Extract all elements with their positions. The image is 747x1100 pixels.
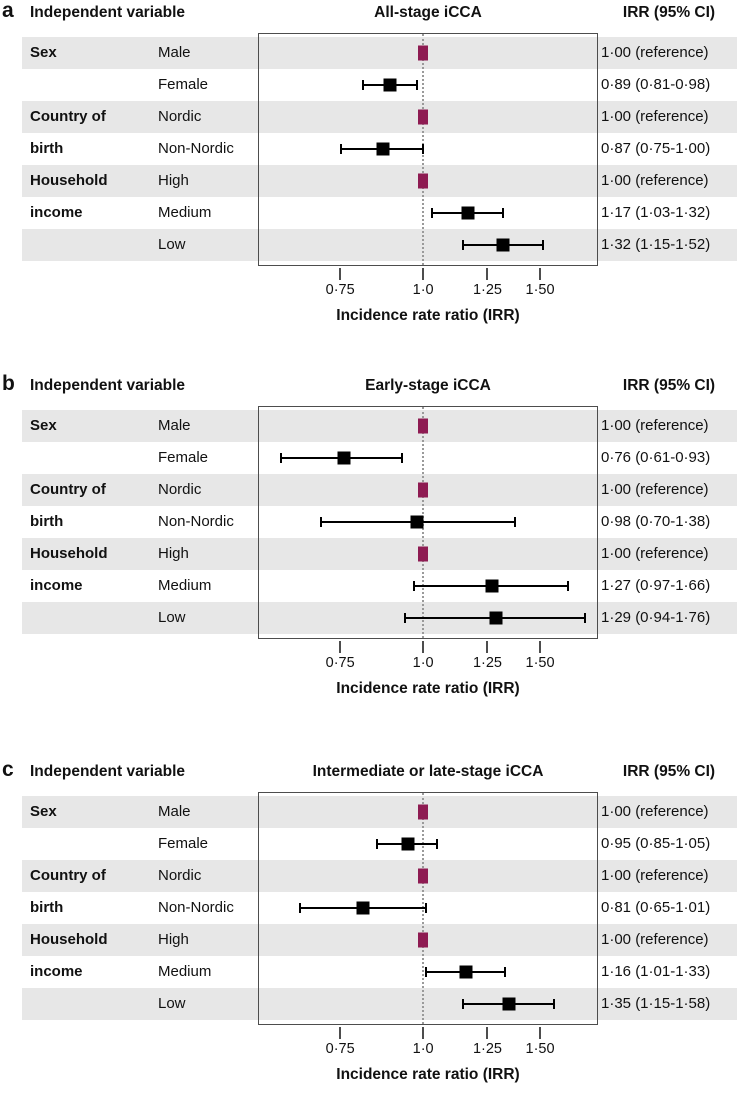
level-label: Non-Nordic	[158, 513, 234, 530]
reference-marker	[418, 804, 428, 819]
irr-value: 1·00 (reference)	[601, 108, 709, 125]
level-label: Non-Nordic	[158, 899, 234, 916]
forest-panel-b	[0, 372, 747, 706]
axis-tick	[422, 268, 424, 280]
ci-cap-left	[376, 839, 378, 849]
axis-tick	[339, 268, 341, 280]
irr-value: 1·00 (reference)	[601, 481, 709, 498]
group-label: Sex	[30, 803, 57, 820]
panel-title: All-stage iCCA	[374, 4, 482, 21]
irr-value: 0·95 (0·85-1·05)	[601, 835, 711, 852]
irr-value: 1·00 (reference)	[601, 417, 709, 434]
axis-tick-label: 0·75	[325, 655, 355, 671]
ci-cap-right	[584, 613, 586, 623]
level-label: Nordic	[158, 108, 202, 125]
level-label: High	[158, 931, 189, 948]
estimate-marker	[490, 611, 503, 624]
axis-tick-label: 1·50	[525, 655, 555, 671]
irr-value: 1·00 (reference)	[601, 867, 709, 884]
group-label: Household	[30, 545, 108, 562]
level-label: Medium	[158, 963, 212, 980]
x-axis-label: Incidence rate ratio (IRR)	[336, 307, 520, 324]
group-label: Sex	[30, 44, 57, 61]
level-label: Male	[158, 44, 191, 61]
axis-tick-label: 1·25	[472, 655, 502, 671]
forest-panel-a	[0, 0, 747, 333]
ci-cap-right	[504, 967, 506, 977]
ci-cap-right	[567, 581, 569, 591]
estimate-marker	[356, 901, 369, 914]
ci-cap-left	[431, 208, 433, 218]
reference-marker	[418, 173, 428, 188]
ci-cap-left	[362, 80, 364, 90]
irr-value: 0·81 (0·65-1·01)	[601, 899, 711, 916]
irr-value: 0·87 (0·75-1·00)	[601, 140, 711, 157]
plot-box	[258, 33, 598, 266]
ci-cap-left	[425, 967, 427, 977]
ci-cap-right	[502, 208, 504, 218]
irr-value: 1·27 (0·97-1·66)	[601, 577, 711, 594]
irr-value: 1·00 (reference)	[601, 172, 709, 189]
level-label: Male	[158, 803, 191, 820]
estimate-marker	[462, 206, 475, 219]
level-label: High	[158, 545, 189, 562]
reference-line	[422, 793, 424, 1024]
level-label: Nordic	[158, 867, 202, 884]
plot-box	[258, 792, 598, 1025]
estimate-marker	[402, 837, 415, 850]
ci-cap-right	[416, 80, 418, 90]
irr-value: 1·35 (1·15-1·58)	[601, 995, 711, 1012]
level-label: Nordic	[158, 481, 202, 498]
group-label: birth	[30, 140, 64, 157]
forest-panel-c	[0, 758, 747, 1092]
axis-tick-label: 1·25	[472, 1041, 502, 1057]
level-label: Female	[158, 835, 209, 852]
ci-cap-left	[280, 453, 282, 463]
group-label: Country of	[30, 867, 106, 884]
irr-value: 1·16 (1·01-1·33)	[601, 963, 711, 980]
ci-cap-left	[413, 581, 415, 591]
axis-tick	[486, 1027, 488, 1039]
estimate-marker	[459, 965, 472, 978]
irr-value: 1·00 (reference)	[601, 803, 709, 820]
group-label: Country of	[30, 108, 106, 125]
level-label: Medium	[158, 577, 212, 594]
estimate-marker	[411, 515, 424, 528]
ci-cap-left	[320, 517, 322, 527]
estimate-marker	[485, 579, 498, 592]
estimate-marker	[338, 451, 351, 464]
ci-cap-left	[340, 144, 342, 154]
axis-tick-label: 1·50	[525, 282, 555, 298]
ci-cap-right	[401, 453, 403, 463]
level-label: Male	[158, 417, 191, 434]
level-label: Low	[158, 609, 186, 626]
ci-cap-left	[299, 903, 301, 913]
axis-tick	[539, 641, 541, 653]
group-label: income	[30, 204, 83, 221]
axis-tick-label: 0·75	[325, 1041, 355, 1057]
group-label: Household	[30, 931, 108, 948]
estimate-marker	[377, 142, 390, 155]
axis-tick	[339, 1027, 341, 1039]
reference-marker	[418, 45, 428, 60]
ci-cap-left	[404, 613, 406, 623]
reference-marker	[418, 109, 428, 124]
ci-cap-right	[422, 144, 424, 154]
panel-letter: b	[2, 372, 15, 395]
level-label: Female	[158, 449, 209, 466]
axis-tick-label: 1·0	[412, 282, 434, 298]
axis-tick-label: 1·0	[412, 1041, 434, 1057]
group-label: birth	[30, 899, 64, 916]
ci-cap-left	[462, 999, 464, 1009]
reference-marker	[418, 482, 428, 497]
group-label: income	[30, 577, 83, 594]
axis-tick	[339, 641, 341, 653]
axis-tick	[422, 1027, 424, 1039]
panel-title: Early-stage iCCA	[365, 377, 491, 394]
level-label: High	[158, 172, 189, 189]
group-label: Sex	[30, 417, 57, 434]
column-header-irr: IRR (95% CI)	[622, 763, 716, 780]
panel-title: Intermediate or late-stage iCCA	[312, 763, 544, 780]
axis-tick-label: 1·0	[412, 655, 434, 671]
estimate-marker	[503, 997, 516, 1010]
reference-marker	[418, 868, 428, 883]
level-label: Female	[158, 76, 209, 93]
estimate-marker	[383, 78, 396, 91]
ci-cap-right	[514, 517, 516, 527]
axis-tick	[539, 1027, 541, 1039]
column-header-irr: IRR (95% CI)	[622, 4, 716, 21]
level-label: Low	[158, 236, 186, 253]
group-label: Household	[30, 172, 108, 189]
axis-tick-label: 1·50	[525, 1041, 555, 1057]
irr-value: 1·00 (reference)	[601, 44, 709, 61]
panel-letter: a	[2, 0, 14, 22]
x-axis-label: Incidence rate ratio (IRR)	[336, 680, 520, 697]
axis-tick-label: 1·25	[472, 282, 502, 298]
ci-cap-right	[436, 839, 438, 849]
ci-cap-right	[542, 240, 544, 250]
estimate-marker	[496, 238, 509, 251]
irr-value: 0·98 (0·70-1·38)	[601, 513, 711, 530]
reference-marker	[418, 546, 428, 561]
group-label: birth	[30, 513, 64, 530]
column-header-independent-variable: Independent variable	[30, 763, 186, 780]
level-label: Non-Nordic	[158, 140, 234, 157]
ci-cap-right	[425, 903, 427, 913]
x-axis-label: Incidence rate ratio (IRR)	[336, 1066, 520, 1083]
column-header-irr: IRR (95% CI)	[622, 377, 716, 394]
ci-cap-left	[462, 240, 464, 250]
column-header-independent-variable: Independent variable	[30, 4, 186, 21]
irr-value: 1·29 (0·94-1·76)	[601, 609, 711, 626]
reference-marker	[418, 418, 428, 433]
level-label: Medium	[158, 204, 212, 221]
irr-value: 1·00 (reference)	[601, 931, 709, 948]
plot-box	[258, 406, 598, 639]
irr-value: 0·76 (0·61-0·93)	[601, 449, 711, 466]
irr-value: 1·17 (1·03-1·32)	[601, 204, 711, 221]
ci-cap-right	[553, 999, 555, 1009]
irr-value: 0·89 (0·81-0·98)	[601, 76, 711, 93]
irr-value: 1·00 (reference)	[601, 545, 709, 562]
group-label: income	[30, 963, 83, 980]
group-label: Country of	[30, 481, 106, 498]
reference-marker	[418, 932, 428, 947]
level-label: Low	[158, 995, 186, 1012]
column-header-independent-variable: Independent variable	[30, 377, 186, 394]
axis-tick	[422, 641, 424, 653]
axis-tick	[486, 268, 488, 280]
irr-value: 1·32 (1·15-1·52)	[601, 236, 711, 253]
axis-tick-label: 0·75	[325, 282, 355, 298]
axis-tick	[539, 268, 541, 280]
panel-letter: c	[2, 758, 14, 781]
axis-tick	[486, 641, 488, 653]
